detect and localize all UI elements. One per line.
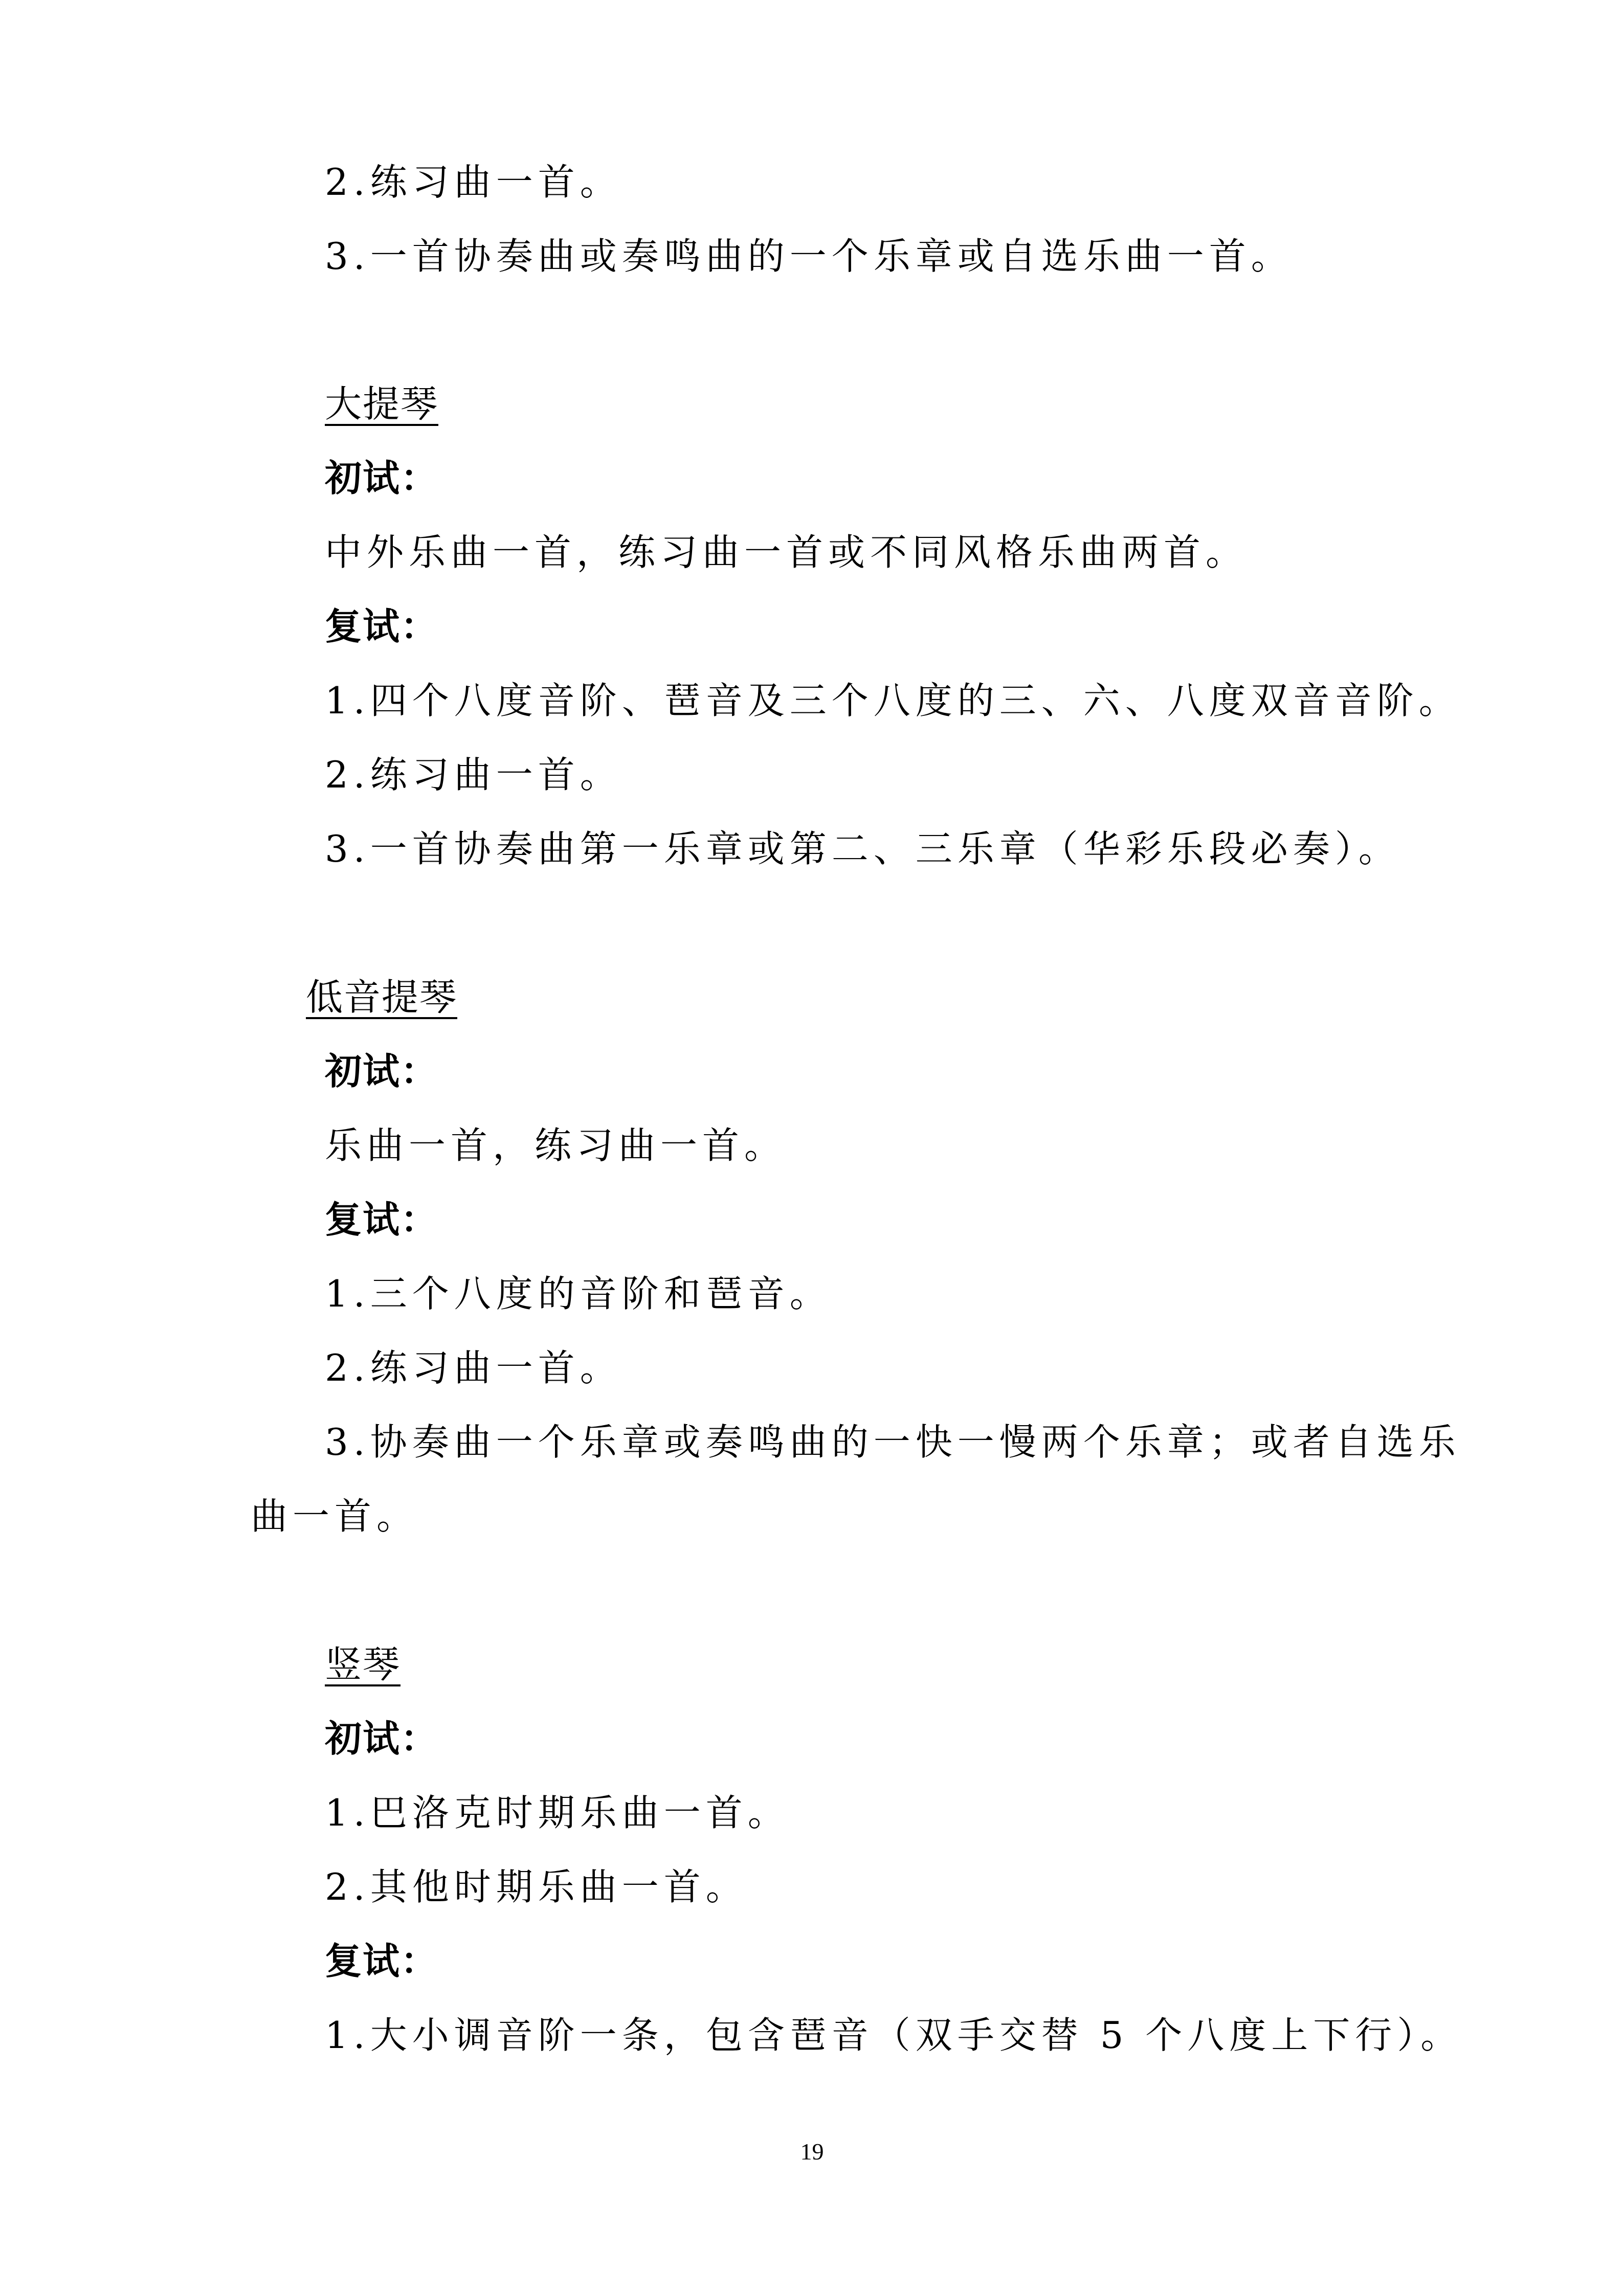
list-item: 2.其他时期乐曲一首。	[325, 1865, 748, 1908]
list-item: 1.三个八度的音阶和琶音。	[325, 1272, 832, 1315]
final-label: 复试：	[325, 605, 439, 648]
prelim-text: 乐曲一首，练习曲一首。	[325, 1124, 787, 1167]
section-title-harp: 竖琴	[325, 1643, 401, 1686]
prelim-label: 初试：	[325, 1050, 439, 1093]
list-item: 1.四个八度音阶、琶音及三个八度的三、六、八度双音音阶。	[325, 679, 1461, 722]
list-item-continuation: 曲一首。	[251, 1495, 419, 1538]
section-title-cello: 大提琴	[325, 382, 439, 425]
list-item: 1.大小调音阶一条，包含琶音（双手交替 5 个八度上下行）。	[325, 2014, 1463, 2057]
list-item: 2.练习曲一首。	[325, 161, 622, 204]
final-label: 复试：	[325, 1940, 439, 1983]
list-item: 2.练习曲一首。	[325, 753, 622, 796]
list-item: 2.练习曲一首。	[325, 1346, 622, 1389]
final-label: 复试：	[325, 1198, 439, 1241]
page-number: 19	[800, 2139, 824, 2165]
list-item: 3.一首协奏曲第一乐章或第二、三乐章（华彩乐段必奏）。	[325, 827, 1400, 870]
prelim-text: 中外乐曲一首，练习曲一首或不同风格乐曲两首。	[325, 531, 1248, 574]
section-title-double-bass: 低音提琴	[306, 976, 458, 1019]
list-item: 3.协奏曲一个乐章或奏鸣曲的一快一慢两个乐章；或者自选乐	[325, 1421, 1461, 1464]
prelim-label: 初试：	[325, 1717, 439, 1760]
list-item: 1.巴洛克时期乐曲一首。	[325, 1791, 790, 1834]
prelim-label: 初试：	[325, 457, 439, 500]
list-item: 3.一首协奏曲或奏鸣曲的一个乐章或自选乐曲一首。	[325, 235, 1293, 278]
